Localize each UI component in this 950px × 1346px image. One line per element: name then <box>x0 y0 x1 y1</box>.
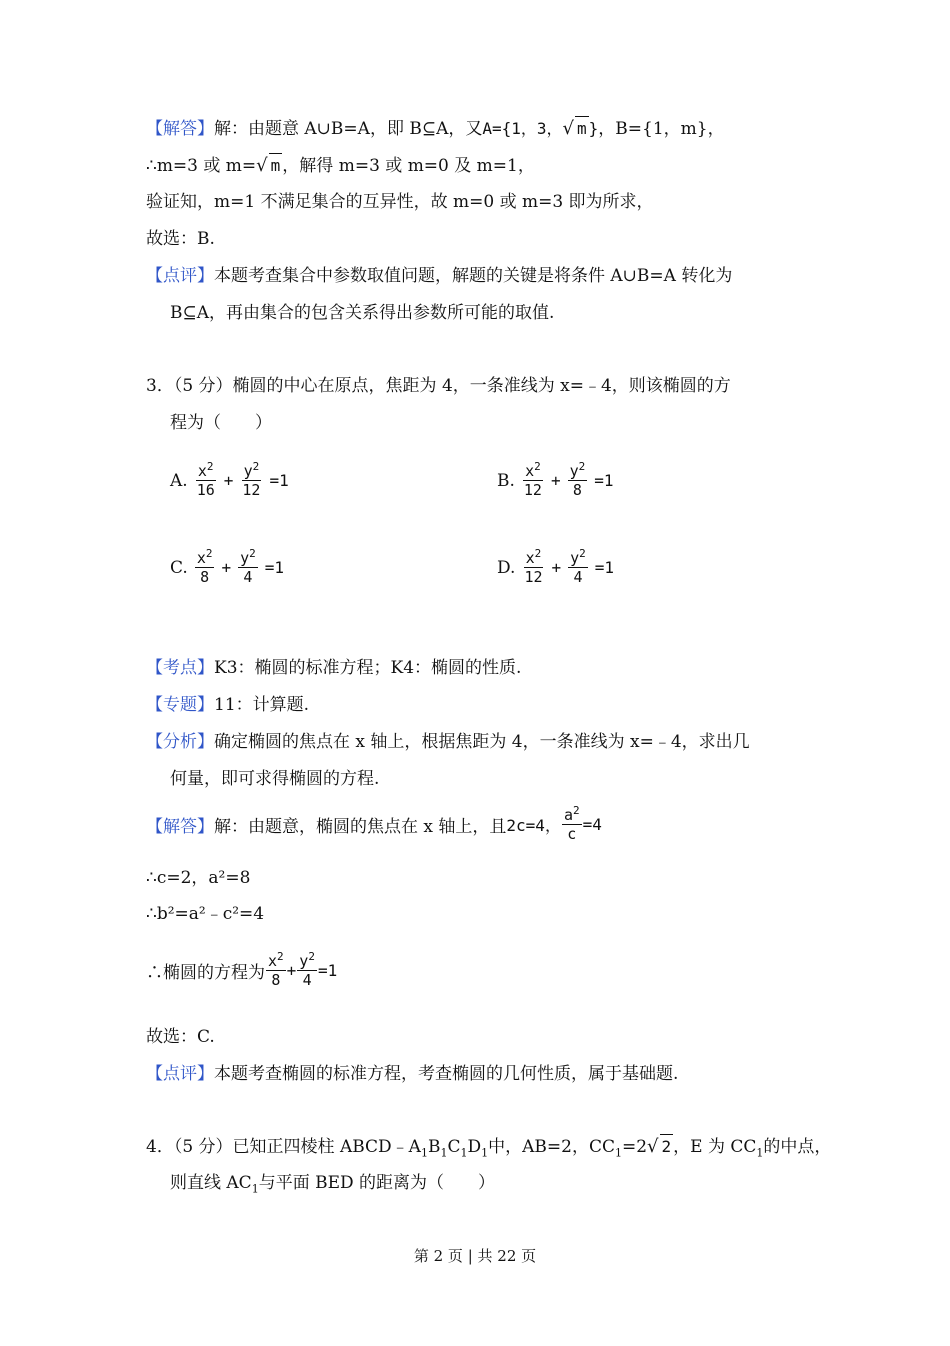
q3-analysis-2: 何量，即可求得椭圆的方程. <box>170 769 380 789</box>
q3-answer-2: ∴c=2，a²=8 <box>146 868 251 888</box>
fraction: $\frac{x^2}{8}$ <box>196 547 213 586</box>
fraction: $\frac{y^2}{4}$ <box>240 547 256 586</box>
fraction: $\frac{y^2}{8}$ <box>569 460 586 499</box>
q3-option-c: C. $\frac{x^2}{8}$ + $\frac{y^2}{4}$ =1 <box>170 547 285 586</box>
q3-option-d: D. $\frac{x^2}{12}$ + $\frac{y^2}{4}$ =1 <box>497 547 615 586</box>
q3-answer-3: ∴b²=a²﹣c²=4 <box>146 904 265 924</box>
q3-point: 【考点】K3：椭圆的标准方程；K4：椭圆的性质. <box>146 658 522 678</box>
q3-option-b: B. $\frac{x^2}{12}$ + $\frac{y^2}{8}$ =1 <box>497 460 614 499</box>
q4-stem-2: 则直线 $AC_1$与平面 BED 的距离为（ ） <box>170 1173 496 1196</box>
q3-stem-1: 3．（5 分）椭圆的中心在原点，焦距为 4，一条准线为 x=﹣4，则该椭圆的方 <box>146 376 731 396</box>
fraction: $\frac{y^2}{12}$ <box>242 460 261 499</box>
comment-line-2: B⊆A，再由集合的包含关系得出参数所可能的取值. <box>170 303 555 323</box>
page-footer: 第 2 页 | 共 22 页 <box>413 1247 537 1265</box>
answer-tag: 【解答】 <box>146 119 214 139</box>
q3-topic: 【专题】11：计算题. <box>146 695 310 715</box>
q3-comment: 【点评】本题考查椭圆的标准方程，考查椭圆的几何性质，属于基础题. <box>146 1064 679 1084</box>
q3-analysis-1: 【分析】确定椭圆的焦点在 x 轴上，根据焦距为 4，一条准线为 x=﹣4，求出几 <box>146 732 750 752</box>
answer-line-3: 验证知，m=1 不满足集合的互异性，故 m=0 或 m=3 即为所求， <box>146 192 654 212</box>
radical-sign: √ <box>256 155 268 176</box>
fraction: $\frac{y^2}{4}$ <box>299 950 315 989</box>
fraction: $\frac{x^2}{12}$ <box>523 460 542 499</box>
fraction: $\frac{x^2}{12}$ <box>524 547 543 586</box>
answer-line-1: 【解答】解：由题意 A∪B=A，即 B⊆A，又A={1，3，√ m }，B={1，m}， <box>146 118 725 139</box>
radical-sign: √ <box>647 1136 659 1157</box>
fraction: $\frac{x^2}{16}$ <box>196 460 215 499</box>
fraction: $\frac{y^2}{4}$ <box>570 547 586 586</box>
comment-tag: 【点评】 <box>146 266 214 286</box>
q3-answer-choice: 故选：C. <box>146 1027 215 1047</box>
q3-answer-1: 【解答】 解：由题意，椭圆的焦点在 x 轴上，且 2c=4， $\frac{a^2}{c}$ =4 <box>146 804 602 843</box>
answer-choice: 故选：B. <box>146 229 215 249</box>
answer-line-2: ∴m=3 或 m=√ m ，解得 m=3 或 m=0 及 m=1， <box>146 155 535 176</box>
q3-answer-4: ∴椭圆的方程为 $\frac{x^2}{8}$ + $\frac{y^2}{4}$ =1 <box>146 950 338 989</box>
q3-option-a: A. $\frac{x^2}{16}$ + $\frac{y^2}{12}$ =1 <box>170 460 289 499</box>
fraction: $\frac{x^2}{8}$ <box>268 950 284 989</box>
comment-line-1: 【点评】本题考查集合中参数取值问题，解题的关键是将条件 A∪B=A 转化为 <box>146 266 733 286</box>
fraction: $\frac{a^2}{c}$ <box>563 804 580 843</box>
q4-stem-1: 4．（5 分）已知正四棱柱 $ABCD﹣A_1B_1C_1D_1$中，AB=2，$CC_1=2√$ 2 ，E 为 $CC_1$的中点， <box>146 1136 832 1160</box>
radical-sign: √ <box>562 118 575 139</box>
q3-stem-2: 程为（ ） <box>170 413 272 433</box>
